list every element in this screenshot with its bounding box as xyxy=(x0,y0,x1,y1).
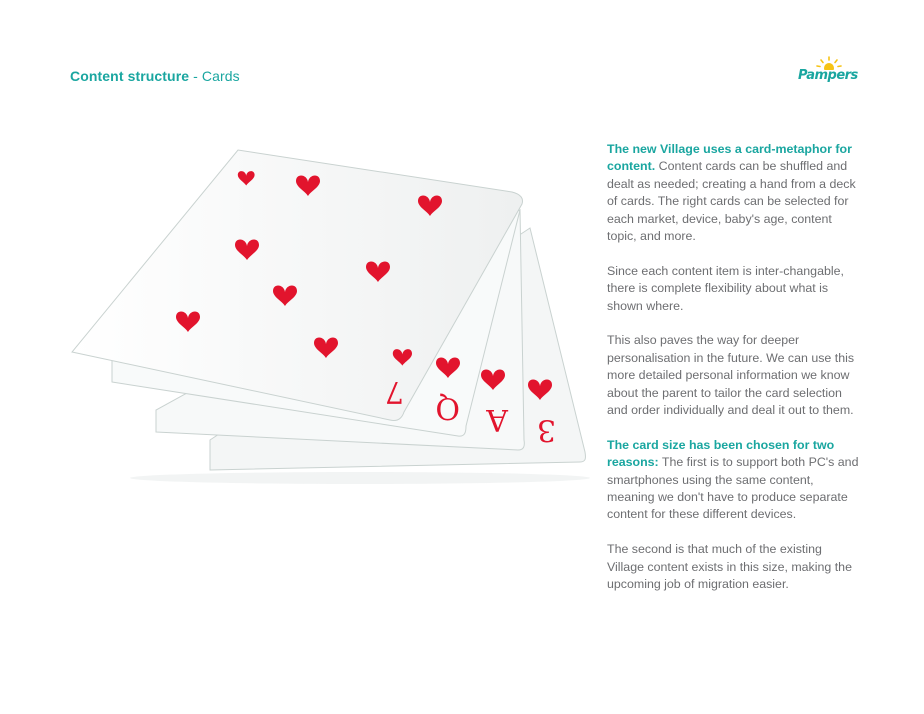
section-topic: Cards xyxy=(201,68,240,84)
paragraph-body: Since each content item is inter-changable, there is complete flexibility about what is shown where. xyxy=(607,263,844,313)
paragraph-lead: The new Village uses a card-metaphor for content. xyxy=(607,142,852,174)
playing-cards-image xyxy=(60,140,600,500)
paragraph-interchangable xyxy=(607,263,862,315)
paragraph-body: The second is that much of the existing Village content exists in this size, making the upcoming job of migration easier. xyxy=(607,542,852,592)
paragraph-lead: The card size has been chosen for two reasons: xyxy=(607,437,835,470)
body-text xyxy=(607,141,862,611)
page-title xyxy=(70,68,240,84)
svg-text:A: A xyxy=(486,402,508,437)
pampers-logo xyxy=(798,56,860,90)
paragraph-migration xyxy=(607,541,862,593)
section-title: Content structure xyxy=(70,68,190,84)
svg-text:7: 7 xyxy=(384,374,404,409)
paragraph-card-size xyxy=(607,437,862,524)
paragraph-personalisation xyxy=(607,332,862,419)
svg-text:3: 3 xyxy=(536,412,556,447)
paragraph-body: This also paves the way for deeper personalisation in the future. We can use this more detailed personal information we know about the parent to tailor the card selection and order individually and deal it out to them. xyxy=(607,333,855,418)
logo-wordmark: Pampers xyxy=(798,68,858,83)
paragraph-body: Content cards can be shuffled and dealt as needed; creating a hand from a deck of cards. The right cards can be selected for each market, device, baby's age, content topic, and more. xyxy=(607,159,856,244)
paragraph-body: The first is to support both PC's and smartphones using the same content, meaning we don't have to produce separate content for these different devices. xyxy=(607,455,859,522)
svg-text:Q: Q xyxy=(435,390,460,425)
title-separator: - xyxy=(189,68,202,84)
paragraph-card-metaphor xyxy=(607,141,862,245)
